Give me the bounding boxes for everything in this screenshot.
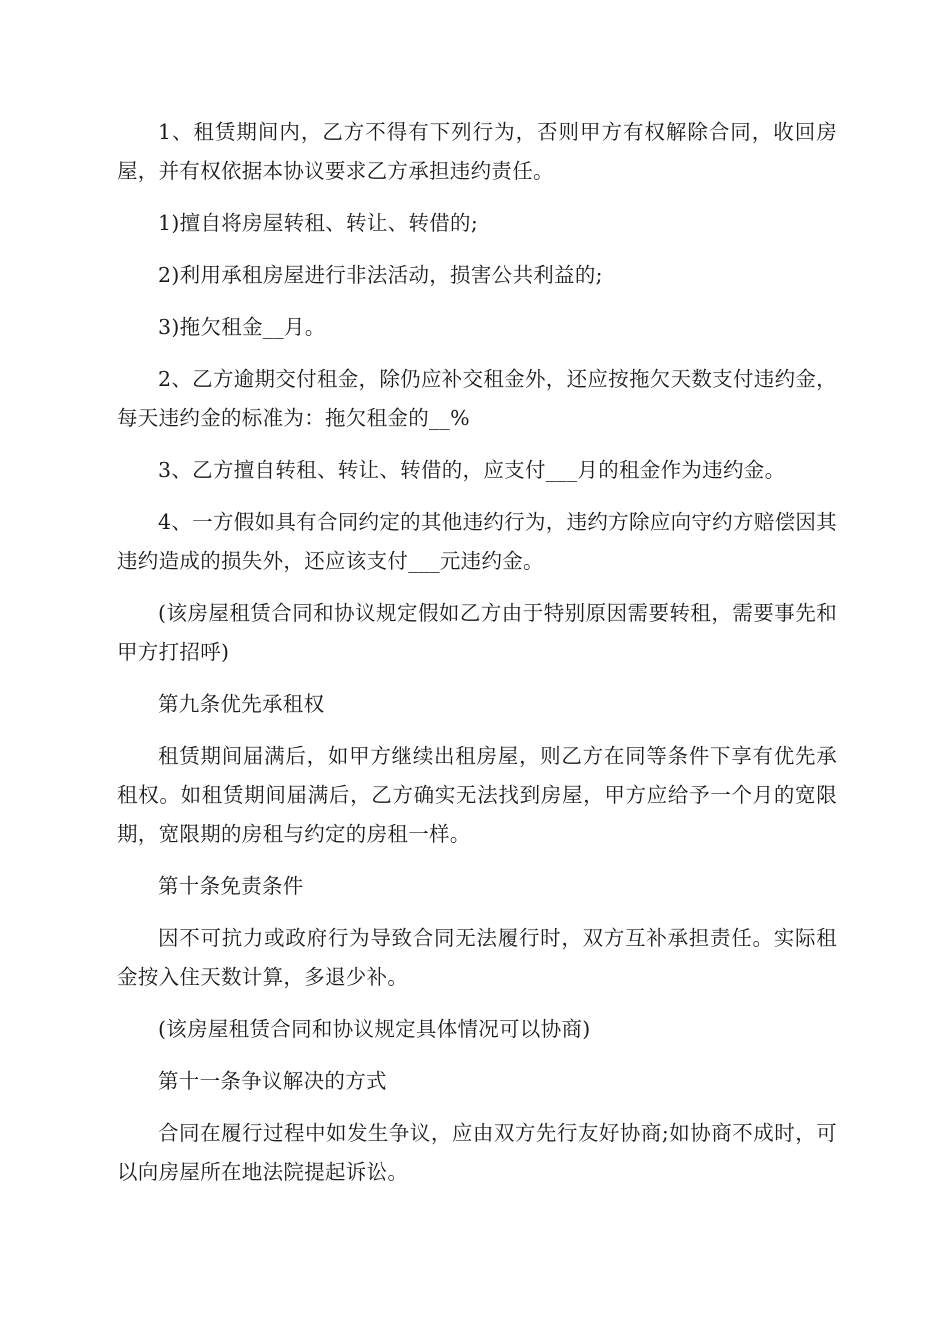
document-body bbox=[117, 113, 837, 1205]
note-negotiation: (该房屋租赁合同和协议规定具体情况可以协商) bbox=[158, 1017, 591, 1041]
article-10-body: 因不可抗力或政府行为导致合同无法履行时，双方互补承担责任。实际租金按入住天数计算，多退少补。 bbox=[117, 926, 837, 989]
clause-1-item-3: 3)拖欠租金__月。 bbox=[158, 315, 326, 339]
article-11-heading: 第十一条争议解决的方式 bbox=[158, 1069, 387, 1093]
clause-3: 3、乙方擅自转租、转让、转借的，应支付___月的租金作为违约金。 bbox=[158, 458, 786, 482]
clause-1-item-1: 1)擅自将房屋转租、转让、转借的; bbox=[158, 211, 479, 235]
clause-4: 4、一方假如具有合同约定的其他违约行为，违约方除应向守约方赔偿因其违约造成的损失外，还应该支付___元违约金。 bbox=[117, 510, 837, 573]
article-9-heading: 第九条优先承租权 bbox=[158, 692, 325, 716]
article-9-body: 租赁期间届满后，如甲方继续出租房屋，则乙方在同等条件下享有优先承租权。如租赁期间届满后，乙方确实无法找到房屋，甲方应给予一个月的宽限期，宽限期的房租与约定的房租一样。 bbox=[117, 744, 837, 846]
clause-1-item-2: 2)利用承租房屋进行非法活动，损害公共利益的; bbox=[158, 263, 603, 287]
article-10-heading: 第十条免责条件 bbox=[158, 874, 304, 898]
clause-1-intro: 1、租赁期间内，乙方不得有下列行为，否则甲方有权解除合同，收回房屋，并有权依据本协议要求乙方承担违约责任。 bbox=[117, 120, 837, 183]
note-sublease: (该房屋租赁合同和协议规定假如乙方由于特别原因需要转租，需要事先和甲方打招呼) bbox=[117, 601, 837, 664]
clause-2: 2、乙方逾期交付租金，除仍应补交租金外，还应按拖欠天数支付违约金，每天违约金的标准为：拖欠租金的__% bbox=[117, 367, 837, 430]
article-11-body: 合同在履行过程中如发生争议，应由双方先行友好协商;如协商不成时，可以向房屋所在地法院提起诉讼。 bbox=[117, 1121, 837, 1184]
